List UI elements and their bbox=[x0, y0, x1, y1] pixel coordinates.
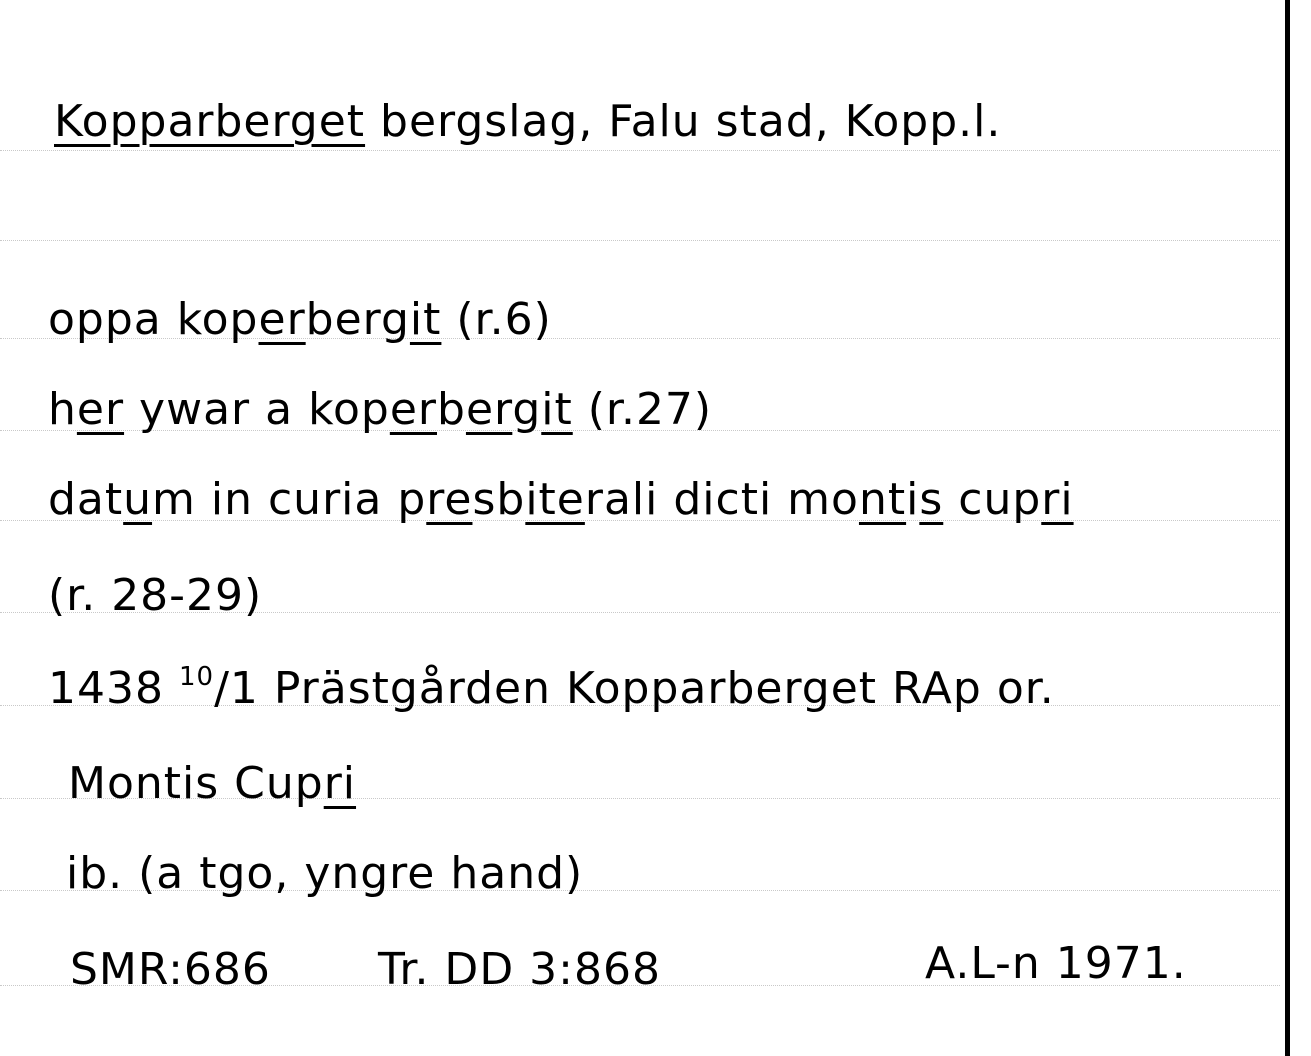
underlined-segment: it bbox=[541, 384, 573, 435]
text-segment: m in curia p bbox=[152, 474, 427, 525]
underlined-segment: u bbox=[123, 474, 153, 525]
text-segment: sb bbox=[472, 474, 526, 525]
montis-line bbox=[68, 758, 357, 809]
text-segment: cup bbox=[943, 474, 1042, 525]
form-line bbox=[48, 570, 263, 621]
underlined-segment: re bbox=[426, 474, 473, 525]
montis-base: Montis Cup bbox=[68, 758, 324, 809]
text-segment: oppa kop bbox=[48, 294, 259, 345]
text-segment: g bbox=[512, 384, 542, 435]
card-heading bbox=[54, 96, 1002, 147]
text-segment: berg bbox=[305, 294, 410, 345]
form-line bbox=[48, 474, 1074, 525]
text-segment: (r.6) bbox=[441, 294, 552, 345]
text-segment: rali dicti mo bbox=[584, 474, 859, 525]
underlined-segment: ite bbox=[525, 474, 585, 525]
card-edge bbox=[1285, 0, 1290, 1056]
text-segment: b bbox=[437, 384, 466, 435]
underlined-segment: s bbox=[919, 474, 944, 525]
source-date-day: 10 bbox=[178, 662, 215, 692]
source-date-month: /1 bbox=[214, 663, 259, 714]
smr-reference: SMR:686 bbox=[70, 944, 271, 995]
ruled-line bbox=[0, 240, 1280, 241]
dd-reference: Tr. DD 3:868 bbox=[378, 944, 661, 995]
underlined-segment: er bbox=[465, 384, 513, 435]
signature: A.L-n 1971. bbox=[925, 938, 1187, 989]
form-line bbox=[48, 384, 713, 435]
text-segment: i bbox=[906, 474, 920, 525]
montis-underlined: ri bbox=[323, 758, 357, 809]
underlined-segment: er bbox=[76, 384, 125, 435]
text-segment: ywar a kop bbox=[124, 384, 390, 435]
ruled-line bbox=[0, 150, 1280, 151]
place-details: bergslag, Falu stad, Kopp.l. bbox=[365, 96, 1002, 147]
text-segment: (r.27) bbox=[572, 384, 713, 435]
underlined-segment: it bbox=[409, 294, 442, 345]
text-segment: (r. 28-29) bbox=[48, 570, 263, 621]
underlined-segment: ri bbox=[1041, 474, 1074, 525]
source-year: 1438 bbox=[48, 663, 164, 714]
underlined-segment: er bbox=[258, 294, 306, 345]
underlined-segment: nt bbox=[858, 474, 907, 525]
underlined-segment: er bbox=[389, 384, 437, 435]
text-segment: dat bbox=[48, 474, 124, 525]
source-text: Prästgården Kopparberget RAp or. bbox=[258, 663, 1055, 714]
form-line bbox=[48, 294, 552, 345]
ib-line: ib. (a tgo, yngre hand) bbox=[66, 848, 584, 899]
place-name: Kopparberget bbox=[54, 96, 366, 147]
text-segment: h bbox=[48, 384, 77, 435]
source-line bbox=[48, 662, 1055, 714]
